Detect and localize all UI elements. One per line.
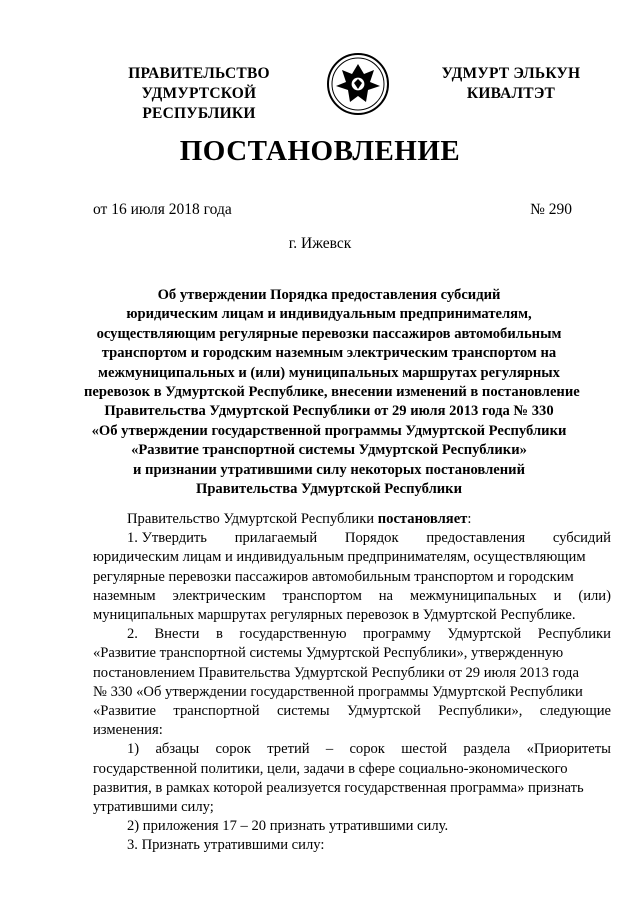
word: юридическим лицам и индивидуальным предпринимателям, осуществляющим xyxy=(93,549,586,566)
word: 1) xyxy=(127,741,140,758)
word: в xyxy=(215,626,223,643)
word: на xyxy=(378,587,393,604)
document-city: г. Ижевск xyxy=(288,235,352,252)
paragraph-5: 3. Признать утратившими силу: xyxy=(127,837,325,854)
word: субсидий xyxy=(552,530,611,547)
word: 2. xyxy=(127,626,138,643)
word: регулярные перевозки пассажиров автомобильным транспортом и городским xyxy=(93,568,574,585)
subject-line: перевозок в Удмуртской Республике, внесении изменений в постановление xyxy=(84,384,580,401)
word: сорок xyxy=(349,741,385,758)
word: транспортом xyxy=(282,587,362,604)
paragraph-line xyxy=(93,740,611,759)
subject-line: осуществляющим регулярные перевозки пассажиров автомобильным xyxy=(96,325,562,342)
word: межмуниципальных xyxy=(409,587,537,604)
paragraph-line xyxy=(93,721,611,740)
word: наземным xyxy=(93,587,156,604)
paragraph-line xyxy=(93,664,611,683)
paragraph-line xyxy=(93,702,611,721)
paragraph-line xyxy=(93,568,611,587)
paragraph-line xyxy=(93,606,611,625)
issuer-udmurt xyxy=(440,64,582,104)
word: «Развитие транспортной системы Удмуртской Республики», утвержденную xyxy=(93,645,564,662)
word: прилагаемый xyxy=(234,530,318,547)
subject-line: «Об утверждении государственной программы Удмуртской Республики xyxy=(91,422,567,439)
word: государственной политики, цели, задачи в сфере социально-экономического xyxy=(93,760,568,777)
subject-line: Правительства Удмуртской Республики от 29 июля 2013 года № 330 xyxy=(104,403,554,420)
word: абзацы xyxy=(155,741,200,758)
paragraph-line xyxy=(93,798,611,817)
word: и xyxy=(553,587,562,604)
intro-colon: : xyxy=(467,511,472,527)
word: № 330 «Об утверждении государственной программы Удмуртской Республики xyxy=(93,683,583,700)
word: постановлением Правительства Удмуртской Республики от 29 июля 2013 года xyxy=(93,664,579,681)
word: Удмуртской xyxy=(447,626,522,643)
word: следующие xyxy=(539,703,611,720)
subject-line: Об утверждении Порядка предоставления субсидий xyxy=(157,287,501,303)
word: – xyxy=(325,741,334,758)
word: сорок xyxy=(215,741,251,758)
word: системы xyxy=(276,703,330,720)
subject-line: межмуниципальных и (или) муниципальных маршрутах регулярных xyxy=(98,364,560,381)
paragraph-line xyxy=(93,529,611,548)
issuer-udmurt-line2: КИВАЛТЭТ xyxy=(466,85,556,102)
word: утратившими силу; xyxy=(93,799,214,816)
document-title: ПОСТАНОВЛЕНИЕ xyxy=(179,135,461,167)
paragraph-line xyxy=(93,625,611,644)
paragraph-line xyxy=(93,548,611,567)
word: электрическим xyxy=(172,587,266,604)
word: раздела xyxy=(463,741,511,758)
word: Республики», xyxy=(438,703,523,720)
word: 1. Утвердить xyxy=(127,530,207,547)
word: государственную xyxy=(239,626,347,643)
subject-line: «Развитие транспортной системы Удмуртской Республики» xyxy=(131,442,527,459)
intro-keyword: постановляет xyxy=(377,511,468,527)
intro-line xyxy=(93,510,611,529)
paragraph-3 xyxy=(93,740,611,817)
subject-line: Правительства Удмуртской Республики xyxy=(195,481,463,498)
word: изменения: xyxy=(93,722,163,739)
word: третий xyxy=(267,741,310,758)
issuer-russian-line2: УДМУРТСКОЙ РЕСПУБЛИКИ xyxy=(141,85,257,122)
coat-of-arms-icon xyxy=(326,52,390,116)
paragraph-line xyxy=(93,779,611,798)
paragraph-line xyxy=(93,644,611,663)
document-subject xyxy=(84,286,580,499)
intro-text: Правительство Удмуртской Республики xyxy=(127,511,378,527)
paragraph-4: 2) приложения 17 – 20 признать утратившими силу. xyxy=(127,818,449,835)
word: программу xyxy=(362,626,431,643)
issuer-russian xyxy=(84,64,314,124)
word: «Развитие xyxy=(93,703,157,720)
word: развития, в рамках которой реализуется государственная программа» признать xyxy=(93,779,584,796)
subject-line: юридическим лицам и индивидуальным предпринимателям, xyxy=(126,306,532,323)
document-number: № 290 xyxy=(530,201,572,218)
paragraph-line xyxy=(93,683,611,702)
word: предоставления xyxy=(426,530,526,547)
subject-line: транспортом и городским наземным электрическим транспортом на xyxy=(101,345,557,362)
document-date: от 16 июля 2018 года xyxy=(93,201,232,218)
paragraph-line xyxy=(93,587,611,606)
word: Республики xyxy=(537,626,611,643)
issuer-russian-line1: ПРАВИТЕЛЬСТВО xyxy=(128,65,270,82)
word: Удмуртской xyxy=(347,703,421,720)
word: шестой xyxy=(401,741,448,758)
paragraph-2 xyxy=(93,625,611,740)
word: (или) xyxy=(578,587,611,604)
paragraph-1 xyxy=(93,529,611,625)
word: транспортной xyxy=(173,703,260,720)
document-body xyxy=(93,510,611,856)
word: муниципальных маршрутах регулярных перевозок в Удмуртской Республике. xyxy=(93,607,576,624)
subject-line: и признании утратившими силу некоторых постановлений xyxy=(133,461,525,478)
word: Внести xyxy=(154,626,200,643)
paragraph-line xyxy=(93,760,611,779)
word: «Приоритеты xyxy=(526,741,611,758)
word: Порядок xyxy=(344,530,399,547)
issuer-udmurt-line1: УДМУРТ ЭЛЬКУН xyxy=(441,65,581,82)
